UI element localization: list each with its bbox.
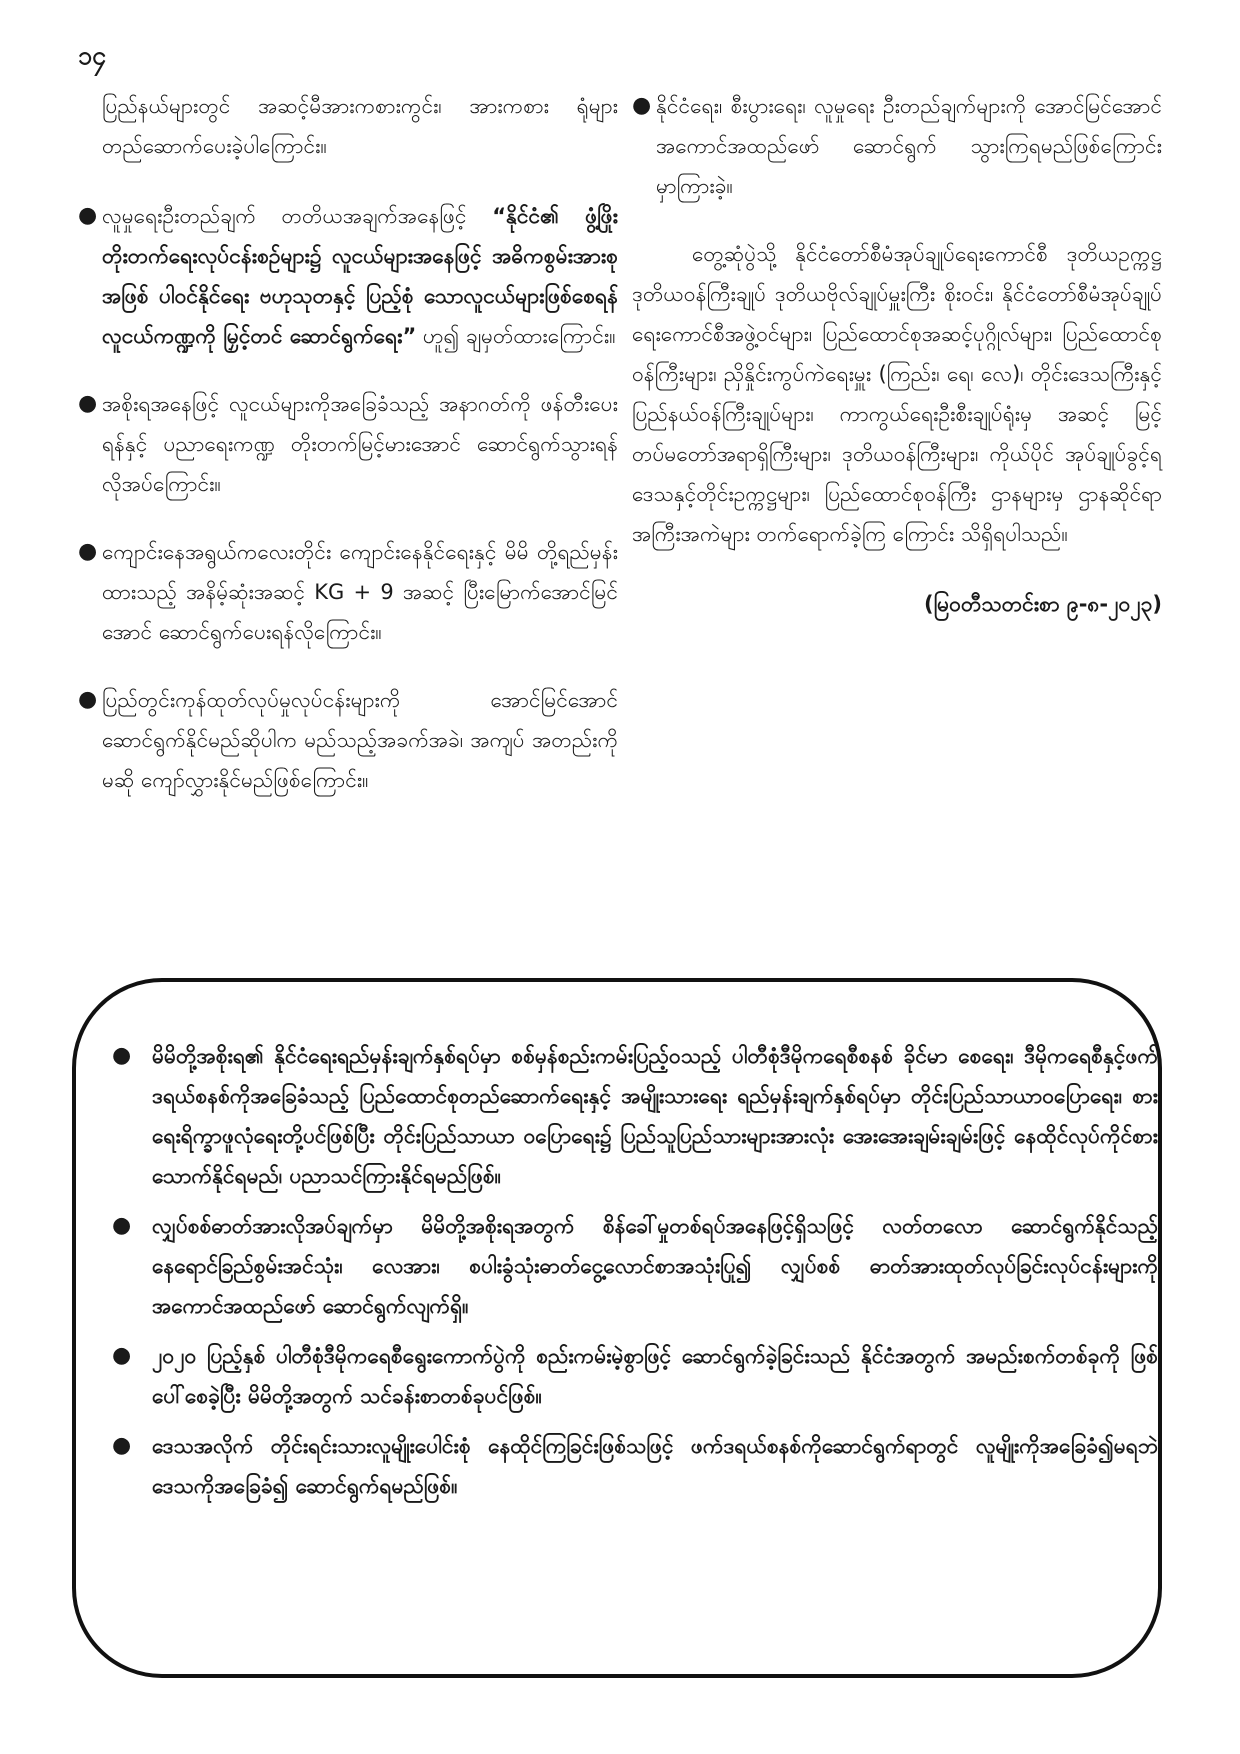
left-column [78,86,618,828]
attendance-paragraph: တွေ့ဆုံပွဲသို့ နိုင်ငံတော်စီမံအုပ်ချုပ်ရေးကောင်စီ ဒုတိယဥက္ကဋ္ဌ ဒုတိယဝန်ကြီးချုပ် ဒုတိယဗိုလ်ချုပ်မှူးကြီး စိုးဝင်း၊ နိုင်ငံတော်စီမံအုပ်ချုပ်ရေးကောင်စီအဖွဲ့ဝင်များ၊ ပြည်ထောင်စုအဆင့်ပုဂ္ဂိုလ်များ၊ ပြည်ထောင်စုဝန်ကြီးများ၊ ညှိနှိုင်းကွပ်ကဲရေးမှူး (ကြည်း၊ ရေ၊ လေ)၊ တိုင်းဒေသကြီးနှင့် ပြည်နယ်ဝန်ကြီးချုပ်များ၊ ကာကွယ်ရေးဦးစီးချုပ်ရုံးမှ အဆင့် မြင့်တပ်မတော်အရာရှိကြီးများ၊ ဒုတိယဝန်ကြီးများ၊ ကိုယ်ပိုင် အုပ်ချုပ်ခွင့်ရဒေသနှင့်တိုင်းဥက္ကဋ္ဌများ၊ ပြည်ထောင်စုဝန်ကြီး ဌာနများမှ ဌာနဆိုင်ရာအကြီးအကဲများ တက်ရောက်ခဲ့ကြ ကြောင်း သိရှိရပါသည်။ [632,242,1162,546]
bullet-icon: ● [112,1043,132,1068]
bullet-icon: ● [78,539,98,564]
list-item-text: ပြည်တွင်းကုန်ထုတ်လုပ်မှုလုပ်ငန်းများကို အောင်မြင်အောင် ဆောင်ရွက်နိုင်မည်ဆိုပါက မည်သည့်အခက်အခဲ၊ အကျပ် အတည်းကိုမဆို ကျော်လွှားနိုင်မည်ဖြစ်ကြောင်း။ [102,688,618,792]
list-item-text: အစိုးရအနေဖြင့် လူငယ်များကိုအခြေခံသည့် အနာဂတ်ကို ဖန်တီးပေးရန်နှင့် ပညာရေးကဏ္ဍ တိုးတက်မြင့်မားအောင် ဆောင်ရွက်သွားရန် လိုအပ်ကြောင်း။ [102,392,618,496]
list-item-text: မိမိတို့အစိုးရ၏ နိုင်ငံရေးရည်မှန်းချက်နှစ်ရပ်မှာ စစ်မှန်စည်းကမ်းပြည့်ဝသည့် ပါတီစုံဒီမိုကရေစီစနစ် ခိုင်မာ စေရေး၊ ဒီမိုကရေစီနှင့်ဖက်ဒရယ်စနစ်ကိုအခြေခံသည့် ပြည်ထောင်စုတည်ဆောက်ရေးနှင့် အမျိုးသားရေး ရည်မှန်းချက်နှစ်ရပ်မှာ တိုင်းပြည်သာယာဝပြောရေး၊ စားရေးရိက္ခာဖူလုံရေးတို့ပင်ဖြစ်ပြီး တိုင်းပြည်သာယာ ဝပြောရေး၌ ပြည်သူပြည်သားများအားလုံး အေးအေးချမ်းချမ်းဖြင့် နေထိုင်လုပ်ကိုင်စားသောက်နိုင်ရမည်၊ ပညာသင်ကြားနိုင်ရမည်ဖြစ်။ [152,1044,1158,1188]
list-item-suffix: ဟူ၍ ချမှတ်ထားကြောင်း။ [416,324,616,348]
list-item-text: နိုင်ငံရေး၊ စီးပွားရေး၊ လူမှုရေး ဦးတည်ချက်များကို အောင်မြင်အောင် အကောင်အထည်ဖော် ဆောင်ရွက် သွားကြရမည်ဖြစ်ကြောင်း မှာကြားခဲ့။ [656,94,1162,198]
source-citation: (မြဝတီသတင်းစာ ၉-၈-၂၀၂၃) [924,592,1162,616]
bullet-icon: ● [78,203,98,228]
bullet-icon: ● [112,1433,132,1458]
bullet-icon: ● [78,687,98,712]
continuation-paragraph: ပြည်နယ်များတွင် အဆင့်မီအားကစားကွင်း၊ အားကစား ရုံများ တည်ဆောက်ပေးခဲ့ပါကြောင်း။ [102,94,618,158]
list-item-emphasis: “နိုင်ငံ၏ ဖွံ့ဖြိုးတိုးတက်ရေးလုပ်ငန်းစဉ်များ၌ လူငယ်များအနေဖြင့် အဓိကစွမ်းအားစုအဖြစ် ပါဝင်နိုင်ရေး ဗဟုသုတနှင့် ပြည့်စုံ သောလူငယ်များဖြစ်စေရန် လူငယ်ကဏ္ဍကို မြှင့်တင် ဆောင်ရွက်ရေး” [102,204,618,348]
bullet-icon: ● [112,1213,132,1238]
list-item [632,86,1162,206]
list-item-prefix: လူမှုရေးဦးတည်ချက် တတိယအချက်အနေဖြင့် [102,204,493,228]
list-item [78,384,618,504]
list-item-text: ၂၀၂၀ ပြည့်နှစ် ပါတီစုံဒီမိုကရေစီရွေးကောက်ပွဲကို စည်းကမ်းမဲ့စွာဖြင့် ဆောင်ရွက်ခဲ့ခြင်းသည် နိုင်ငံအတွက် အမည်းစက်တစ်ခုကို ဖြစ်ပေါ်စေခဲ့ပြီး မိမိတို့အတွက် သင်ခန်းစာတစ်ခုပင်ဖြစ်။ [152,1344,1158,1408]
list-item-text: ကျောင်းနေအရွယ်ကလေးတိုင်း ကျောင်းနေနိုင်ရေးနှင့် မိမိ တို့ရည်မှန်းထားသည့် အနိမ့်ဆုံးအဆင့် KG + 9 အဆင့် ပြီးမြောက်အောင်မြင်အောင် ဆောင်ရွက်ပေးရန်လိုကြောင်း။ [102,540,618,644]
list-item-text: ဒေသအလိုက် တိုင်းရင်းသားလူမျိုးပေါင်းစုံ နေထိုင်ကြခြင်းဖြစ်သဖြင့် ဖက်ဒရယ်စနစ်ကိုဆောင်ရွက်ရာတွင် လူမျိုးကိုအခြေခံ၍မရဘဲ ဒေသကိုအခြေခံ၍ ဆောင်ရွက်ရမည်ဖြစ်။ [152,1434,1158,1498]
list-item [112,1336,1158,1416]
list-item-text [102,196,618,356]
bullet-icon: ● [632,93,652,118]
list-item [78,532,618,652]
list-item [112,1206,1158,1326]
list-item [78,680,618,800]
bullet-icon: ● [78,391,98,416]
bullet-icon: ● [112,1343,132,1368]
list-item [78,196,618,356]
right-column [632,86,1162,624]
list-item [112,1036,1158,1196]
summary-box-content [112,1036,1158,1516]
page-number: ၁၄ [78,41,107,70]
list-item [112,1426,1158,1506]
list-item-text: လျှပ်စစ်ဓာတ်အားလိုအပ်ချက်မှာ မိမိတို့အစိုးရအတွက် စိန်ခေါ်မှုတစ်ရပ်အနေဖြင့်ရှိသဖြင့် လတ်တလော ဆောင်ရွက်နိုင်သည့် နေရောင်ခြည်စွမ်းအင်သုံး၊ လေအား၊ စပါးခွံသုံးဓာတ်ငွေ့လောင်စာအသုံးပြု၍ လျှပ်စစ် ဓာတ်အားထုတ်လုပ်ခြင်းလုပ်ငန်းများကို အကောင်အထည်ဖော် ဆောင်ရွက်လျက်ရှိ။ [152,1214,1158,1318]
